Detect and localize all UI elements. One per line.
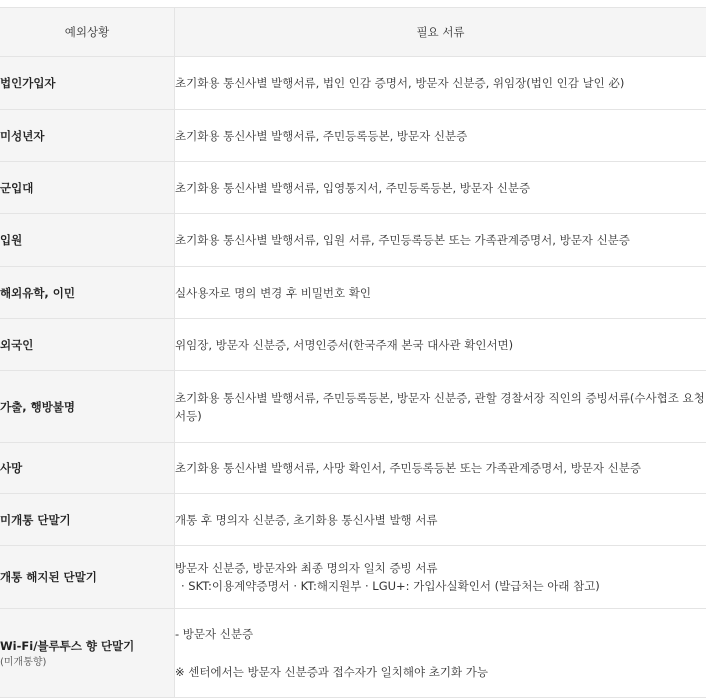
table-row bbox=[0, 494, 706, 546]
docs-line: - 방문자 신분증 bbox=[175, 627, 254, 641]
table-row bbox=[0, 609, 706, 698]
table-row bbox=[0, 162, 706, 214]
table-row bbox=[0, 57, 706, 110]
situation-cell: 사망 bbox=[0, 443, 175, 494]
situation-cell: 미개통 단말기 bbox=[0, 494, 175, 546]
table-row bbox=[0, 110, 706, 162]
docs-cell: 개통 후 명의자 신분증, 초기화용 통신사별 발행 서류 bbox=[175, 494, 707, 546]
situation-cell: 군입대 bbox=[0, 162, 175, 214]
situation-cell: 입원 bbox=[0, 214, 175, 267]
docs-cell: 초기화용 통신사별 발행서류, 주민등록등본, 방문자 신분증 bbox=[175, 110, 707, 162]
table-row bbox=[0, 319, 706, 371]
situation-cell: 개통 해지된 단말기 bbox=[0, 546, 175, 609]
table-header-row bbox=[0, 8, 706, 57]
header-situation: 예외상황 bbox=[0, 8, 175, 57]
docs-line: 방문자 신분증, 방문자와 최종 명의자 일치 증빙 서류 bbox=[175, 561, 438, 575]
table-row bbox=[0, 546, 706, 609]
table-row bbox=[0, 214, 706, 267]
situation-cell: 외국인 bbox=[0, 319, 175, 371]
header-required-docs: 필요 서류 bbox=[175, 8, 707, 57]
situation-cell: 해외유학, 이민 bbox=[0, 267, 175, 319]
docs-cell: 초기화용 통신사별 발행서류, 입영통지서, 주민등록등본, 방문자 신분증 bbox=[175, 162, 707, 214]
table-row bbox=[0, 371, 706, 443]
center-note: ※ 센터에서는 방문자 신분증과 접수자가 일치해야 초기화 가능 bbox=[175, 665, 488, 679]
docs-cell bbox=[175, 609, 707, 698]
situation-sublabel: (미개통향) bbox=[0, 656, 47, 668]
exception-documents-table bbox=[0, 7, 706, 698]
docs-cell bbox=[175, 546, 707, 609]
docs-cell: 위임장, 방문자 신분증, 서명인증서(한국주재 본국 대사관 확인서면) bbox=[175, 319, 707, 371]
situation-label: Wi-Fi/블루투스 향 단말기 bbox=[0, 638, 135, 653]
docs-cell: 초기화용 통신사별 발행서류, 법인 인감 증명서, 방문자 신분증, 위임장(법인 인감 날인 必) bbox=[175, 57, 707, 110]
situation-cell: 법인가입자 bbox=[0, 57, 175, 110]
docs-cell: 초기화용 통신사별 발행서류, 사망 확인서, 주민등록등본 또는 가족관계증명서, 방문자 신분증 bbox=[175, 443, 707, 494]
situation-cell: 미성년자 bbox=[0, 110, 175, 162]
docs-cell: 초기화용 통신사별 발행서류, 입원 서류, 주민등록등본 또는 가족관계증명서, 방문자 신분증 bbox=[175, 214, 707, 267]
situation-cell bbox=[0, 609, 175, 698]
situation-cell: 가출, 행방불명 bbox=[0, 371, 175, 443]
table-row bbox=[0, 443, 706, 494]
docs-cell: 초기화용 통신사별 발행서류, 주민등록등본, 방문자 신분증, 관할 경찰서장 직인의 증빙서류(수사협조 요청서등) bbox=[175, 371, 707, 443]
docs-cell: 실사용자로 명의 변경 후 비밀번호 확인 bbox=[175, 267, 707, 319]
carrier-docs-line: · SKT:이용계약증명서 · KT:해지원부 · LGU+: 가입사실확인서 (발급처는 아래 참고) bbox=[181, 579, 600, 593]
table-row bbox=[0, 267, 706, 319]
